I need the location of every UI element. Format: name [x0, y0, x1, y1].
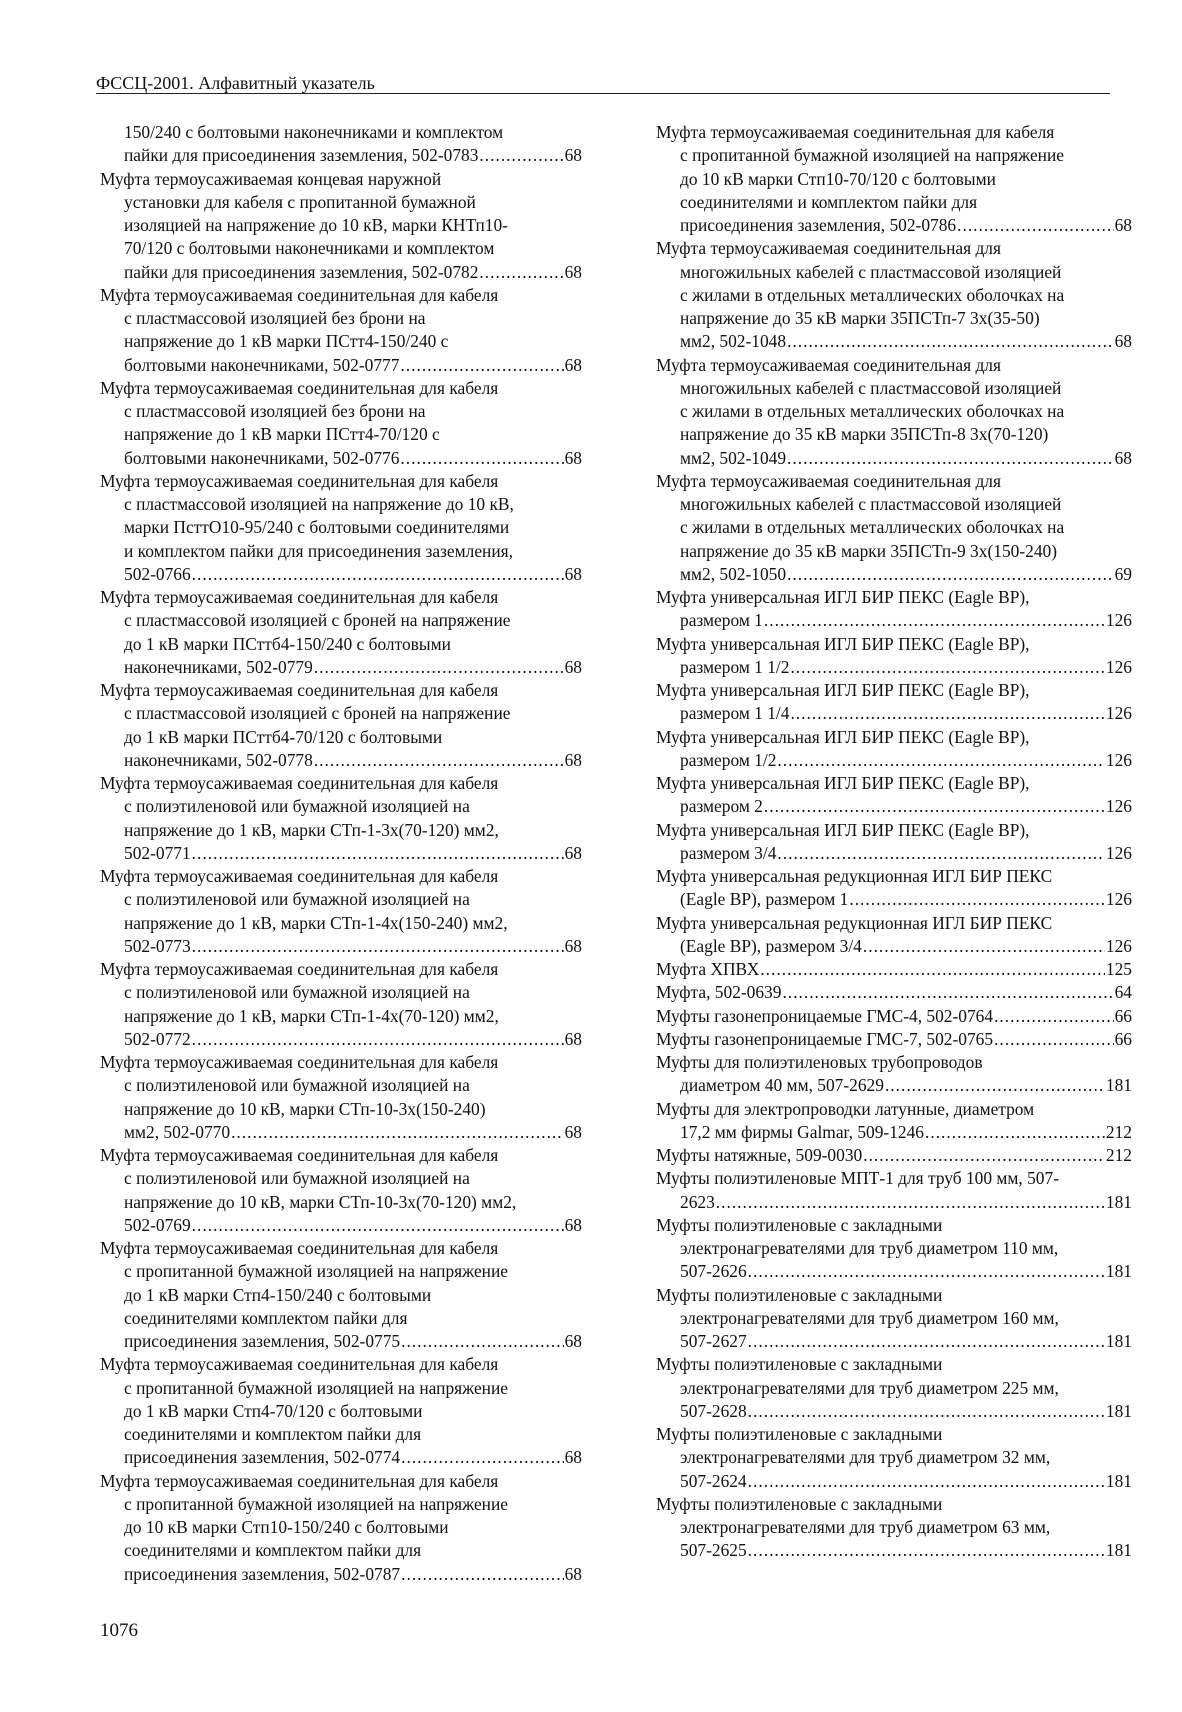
entry-continuation-line: 507-2628	[680, 1400, 747, 1421]
entry-page-ref: 68	[564, 656, 582, 677]
entry-continuation-line: 17,2 мм фирмы Galmar, 509-1246	[680, 1121, 924, 1142]
dot-leader	[314, 656, 564, 679]
entry-heading-line: Муфта универсальная ИГЛ БИР ПЕКС (Eagle BP),	[656, 680, 1030, 700]
index-entry	[656, 958, 1132, 981]
entry-continuation-line: с полиэтиленовой или бумажной изоляцией на	[124, 1075, 470, 1096]
entry-heading-line: Муфта универсальная ИГЛ БИР ПЕКС (Eagle BP),	[656, 726, 1030, 747]
entry-continuation-line: размером 1	[680, 610, 763, 631]
entry-continuation-line: напряжение до 1 кВ, марки СТп-1-4х(150-240) мм2,	[124, 912, 508, 933]
dot-leader	[401, 1330, 563, 1353]
entry-continuation-line: с пропитанной бумажной изоляцией на напряжение	[124, 1377, 509, 1398]
index-entry	[656, 819, 1132, 866]
dot-leader	[777, 749, 1105, 772]
entry-continuation-line: с жилами в отдельных металлических оболочках на	[680, 284, 1065, 305]
index-entry	[100, 377, 582, 470]
entry-page-ref: 212	[1105, 1145, 1132, 1165]
dot-leader	[790, 702, 1104, 725]
entry-continuation-line: с полиэтиленовой или бумажной изоляцией на	[124, 982, 470, 1003]
index-entry	[656, 1493, 1132, 1563]
dot-leader	[400, 354, 563, 377]
entry-page-ref: 181	[1105, 1261, 1132, 1282]
entry-continuation-line: 507-2625	[680, 1540, 747, 1561]
entry-heading-line: Муфта термоусаживаемая соединительная для кабеля	[100, 1052, 499, 1072]
entry-heading-line: Муфта универсальная ИГЛ БИР ПЕКС (Eagle BP),	[656, 773, 1030, 793]
entry-continuation-line: установки для кабеля с пропитанной бумажной	[124, 191, 476, 212]
dot-leader	[957, 214, 1113, 237]
index-entry	[100, 772, 582, 865]
entry-page-ref: 66	[1114, 1005, 1132, 1026]
dot-leader	[748, 1260, 1105, 1283]
entry-continuation-line: электронагревателями для труб диаметром 63 мм,	[680, 1517, 1051, 1537]
entry-continuation-line: мм2, 502-1050	[680, 563, 787, 584]
entry-heading-line: Муфта термоусаживаемая соединительная для кабеля	[100, 1145, 499, 1165]
index-entry	[656, 1005, 1132, 1028]
entry-page-ref: 68	[1114, 331, 1132, 352]
entry-continuation-line: напряжение до 35 кВ марки 35ПСТп-9 3х(150-240)	[680, 540, 1057, 561]
entry-page-ref: 181	[1105, 1075, 1132, 1096]
index-entry	[656, 679, 1132, 726]
index-entry	[656, 121, 1132, 237]
dot-leader	[863, 1144, 1105, 1167]
index-entry	[656, 1353, 1132, 1423]
entry-continuation-line: соединителями комплектом пайки для	[124, 1307, 408, 1328]
entry-continuation-line: 507-2626	[680, 1261, 747, 1282]
entry-continuation-line: напряжение до 10 кВ, марки СТп-10-3х(70-120) мм2,	[124, 1191, 517, 1212]
entry-heading-line: Муфта термоусаживаемая соединительная для кабеля	[100, 959, 499, 979]
entry-heading-line: Муфта термоусаживаемая соединительная для кабеля	[100, 680, 499, 700]
entry-continuation-line: с жилами в отдельных металлических оболочках на	[680, 401, 1065, 421]
dot-leader	[994, 1028, 1114, 1051]
entry-page-ref: 68	[564, 1563, 582, 1584]
index-entry	[656, 1144, 1132, 1167]
index-entry	[100, 586, 582, 679]
dot-leader	[192, 935, 564, 958]
index-entry	[656, 772, 1132, 819]
entry-heading-line: Муфты полиэтиленовые с закладными	[656, 1354, 943, 1375]
entry-heading-line: Муфта термоусаживаемая соединительная для	[656, 354, 1001, 375]
entry-continuation-line: с пластмассовой изоляцией с броней на напряжение	[124, 703, 511, 724]
entry-continuation-line: присоединения заземления, 502-0787	[124, 1563, 401, 1584]
entry-continuation-line: наконечниками, 502-0779	[124, 656, 313, 677]
entry-continuation-line: напряжение до 35 кВ марки 35ПСТп-7 3х(35-50)	[680, 308, 1040, 328]
dot-leader	[401, 1446, 563, 1469]
dot-leader	[787, 563, 1114, 586]
entry-page-ref: 126	[1105, 889, 1132, 910]
entry-continuation-line: напряжение до 35 кВ марки 35ПСТп-8 3х(70-120)	[680, 424, 1049, 445]
entry-heading-line: Муфта термоусаживаемая концевая наружной	[100, 168, 442, 189]
entry-page-ref: 68	[564, 563, 582, 584]
entry-continuation-line: напряжение до 1 кВ марки ПСтт4-150/240 с	[124, 331, 449, 352]
entry-page-ref: 64	[1114, 982, 1132, 1003]
entry-page-ref: 68	[564, 935, 582, 956]
entry-continuation-line: электронагревателями для труб диаметром 32 мм,	[680, 1447, 1051, 1468]
dot-leader	[314, 749, 564, 772]
entry-continuation-line: многожильных кабелей с пластмассовой изоляцией	[680, 494, 1062, 514]
dot-leader	[764, 795, 1105, 818]
index-entry	[656, 1167, 1132, 1214]
entry-continuation-line: размером 1 1/2	[680, 656, 790, 677]
entry-continuation-line: с пластмассовой изоляцией на напряжение до 10 кВ,	[124, 494, 514, 514]
entry-heading-line: Муфты для электропроводки латунные, диаметром	[656, 1098, 1035, 1119]
entry-continuation-line: до 1 кВ марки ПСттб4-150/240 с болтовыми	[124, 633, 451, 654]
entry-continuation-line: до 1 кВ марки Стп4-150/240 с болтовыми	[124, 1284, 432, 1305]
entry-continuation-line: с пластмассовой изоляцией без брони на	[124, 401, 426, 421]
index-entry	[100, 958, 582, 1051]
entry-continuation-line: болтовыми наконечниками, 502-0777	[124, 354, 400, 375]
index-entry	[656, 1284, 1132, 1354]
entry-continuation-line: с полиэтиленовой или бумажной изоляцией на	[124, 1168, 470, 1189]
entry-continuation-line: (Eagle BP), размером 3/4	[680, 935, 862, 956]
entry-page-ref: 126	[1105, 842, 1132, 863]
entry-page-ref: 68	[564, 1447, 582, 1468]
entry-continuation-line: до 10 кВ марки Стп10-150/240 с болтовыми	[124, 1517, 449, 1537]
index-entry	[100, 470, 582, 586]
entry-heading-line: Муфта термоусаживаемая соединительная для кабеля	[100, 1238, 499, 1258]
index-entry	[656, 586, 1132, 633]
dot-leader	[748, 1400, 1105, 1423]
entry-page-ref: 68	[564, 842, 582, 863]
entry-continuation-line: 502-0769	[124, 1214, 191, 1235]
entry-page-ref: 68	[564, 354, 582, 375]
entry-continuation-line: с полиэтиленовой или бумажной изоляцией на	[124, 796, 470, 817]
entry-continuation-line: изоляцией на напряжение до 10 кВ, марки КНТп10-	[124, 215, 508, 235]
entry-heading-line: Муфта термоусаживаемая соединительная для кабеля	[100, 1470, 499, 1491]
entry-page-ref: 68	[564, 1214, 582, 1235]
index-entry	[656, 981, 1132, 1004]
entry-continuation-line: с пропитанной бумажной изоляцией на напряжение	[124, 1493, 509, 1514]
index-column-left	[100, 121, 582, 1586]
index-entry	[656, 912, 1132, 959]
index-entry	[100, 1470, 582, 1586]
entry-heading-line: Муфты натяжные, 509-0030	[656, 1145, 863, 1165]
entry-continuation-line: с пластмассовой изоляцией без брони на	[124, 308, 426, 328]
entry-heading-line: Муфты газонепроницаемые ГМС-7, 502-0765	[656, 1028, 994, 1049]
entry-continuation-line: соединителями и комплектом пайки для	[124, 1424, 422, 1444]
entry-continuation-line: присоединения заземления, 502-0774	[124, 1447, 401, 1468]
entry-heading-line: Муфта универсальная ИГЛ БИР ПЕКС (Eagle BP),	[656, 587, 1030, 607]
entry-page-ref: 68	[564, 145, 582, 166]
entry-heading-line: Муфта термоусаживаемая соединительная для кабеля	[100, 377, 499, 398]
entry-continuation-line: размером 3/4	[680, 842, 777, 863]
entry-heading-line: Муфта термоусаживаемая соединительная для кабеля	[100, 284, 499, 305]
entry-page-ref: 181	[1105, 1540, 1132, 1561]
entry-page-ref: 68	[1114, 447, 1132, 468]
index-column-right	[656, 121, 1132, 1563]
entry-heading-line: Муфта универсальная редукционная ИГЛ БИР ПЕКС	[656, 912, 1053, 933]
index-entry	[656, 633, 1132, 680]
index-entry	[100, 679, 582, 772]
entry-continuation-line: и комплектом пайки для присоединения заземления,	[124, 540, 514, 561]
entry-continuation-line: с пластмассовой изоляцией с броней на напряжение	[124, 610, 511, 631]
index-entry	[100, 1051, 582, 1144]
entry-continuation-line: размером 2	[680, 796, 763, 817]
dot-leader	[764, 609, 1105, 632]
dot-leader	[787, 447, 1114, 470]
index-entry	[100, 121, 582, 168]
entry-continuation-line: присоединения заземления, 502-0786	[680, 215, 957, 235]
dot-leader	[849, 888, 1105, 911]
entry-continuation-line: соединителями и комплектом пайки для	[680, 191, 978, 212]
dot-leader	[192, 1214, 564, 1237]
entry-heading-line: Муфты полиэтиленовые с закладными	[656, 1493, 943, 1514]
dot-leader	[885, 1074, 1105, 1097]
entry-page-ref: 181	[1105, 1331, 1132, 1351]
entry-page-ref: 181	[1105, 1400, 1132, 1421]
index-entry	[100, 1237, 582, 1353]
dot-leader	[192, 1028, 564, 1051]
entry-continuation-line: соединителями и комплектом пайки для	[124, 1540, 422, 1561]
entry-page-ref: 68	[1114, 215, 1132, 235]
entry-continuation-line: диаметром 40 мм, 507-2629	[680, 1075, 884, 1096]
entry-page-ref: 68	[564, 1331, 582, 1351]
entry-continuation-line: мм2, 502-1048	[680, 331, 787, 352]
dot-leader	[748, 1330, 1105, 1353]
entry-page-ref: 66	[1114, 1028, 1132, 1049]
entry-heading-line: Муфты полиэтиленовые с закладными	[656, 1424, 943, 1444]
entry-continuation-line: многожильных кабелей с пластмассовой изоляцией	[680, 377, 1062, 398]
entry-continuation-line: 70/120 с болтовыми наконечниками и комплектом	[124, 238, 495, 259]
entry-continuation-line: 502-0766	[124, 563, 191, 584]
entry-continuation-line: многожильных кабелей с пластмассовой изоляцией	[680, 261, 1062, 282]
index-entry	[656, 726, 1132, 773]
entry-page-ref: 125	[1105, 959, 1132, 979]
dot-leader	[401, 1563, 563, 1586]
entry-page-ref: 181	[1105, 1191, 1132, 1212]
entry-heading-line: Муфты для полиэтиленовых трубопроводов	[656, 1052, 983, 1072]
index-entry	[656, 354, 1132, 470]
entry-heading-line: Муфты полиэтиленовые с закладными	[656, 1284, 943, 1305]
entry-heading-line: Муфта термоусаживаемая соединительная для	[656, 238, 1001, 259]
dot-leader	[192, 842, 564, 865]
entry-continuation-line: 507-2627	[680, 1331, 747, 1351]
entry-continuation-line: электронагревателями для труб диаметром 225 мм,	[680, 1377, 1059, 1398]
dot-leader	[479, 261, 563, 284]
entry-heading-line: Муфта универсальная ИГЛ БИР ПЕКС (Eagle BP),	[656, 819, 1030, 840]
dot-leader	[994, 1005, 1114, 1028]
dot-leader	[716, 1191, 1105, 1214]
entry-continuation-line: напряжение до 1 кВ марки ПСтт4-70/120 с	[124, 424, 440, 445]
entry-page-ref: 212	[1105, 1121, 1132, 1142]
entry-continuation-line: мм2, 502-1049	[680, 447, 787, 468]
index-entry	[100, 865, 582, 958]
entry-continuation-line: напряжение до 10 кВ, марки СТп-10-3х(150-240)	[124, 1098, 486, 1119]
entry-continuation-line: 502-0771	[124, 842, 191, 863]
entry-page-ref: 68	[564, 261, 582, 282]
entry-page-ref: 68	[564, 1028, 582, 1049]
entry-continuation-line: размером 1/2	[680, 749, 777, 770]
dot-leader	[787, 330, 1114, 353]
entry-page-ref: 181	[1105, 1470, 1132, 1491]
entry-heading-line: Муфты полиэтиленовые с закладными	[656, 1214, 943, 1235]
entry-heading-line: Муфта термоусаживаемая соединительная для кабеля	[656, 122, 1055, 142]
entry-heading-line: Муфта термоусаживаемая соединительная для кабеля	[100, 587, 499, 607]
entry-continuation-line: болтовыми наконечниками, 502-0776	[124, 447, 400, 468]
dot-leader	[479, 144, 563, 167]
entry-heading-line: Муфта термоусаживаемая соединительная для кабеля	[100, 1354, 499, 1375]
entry-continuation-line: размером 1 1/4	[680, 703, 790, 724]
dot-leader	[748, 1470, 1105, 1493]
entry-heading-line: Муфты полиэтиленовые МПТ-1 для труб 100 мм, 507-	[656, 1168, 1059, 1189]
dot-leader	[231, 1121, 564, 1144]
entry-continuation-line: с жилами в отдельных металлических оболочках на	[680, 517, 1065, 538]
entry-page-ref: 126	[1105, 656, 1132, 677]
entry-page-ref: 126	[1105, 703, 1132, 724]
dot-leader	[790, 656, 1104, 679]
index-entry	[100, 168, 582, 284]
entry-continuation-line: электронагревателями для труб диаметром 160 мм,	[680, 1307, 1059, 1328]
page-number: 1076	[100, 1620, 138, 1641]
dot-leader	[400, 447, 563, 470]
index-entry	[656, 865, 1132, 912]
entry-continuation-line: мм2, 502-0770	[124, 1121, 231, 1142]
dot-leader	[760, 958, 1105, 981]
entry-continuation-line: с полиэтиленовой или бумажной изоляцией на	[124, 889, 470, 910]
index-entry	[656, 1214, 1132, 1284]
entry-heading-line: Муфта универсальная редукционная ИГЛ БИР ПЕКС	[656, 866, 1053, 886]
index-entry	[656, 470, 1132, 586]
entry-page-ref: 126	[1105, 935, 1132, 956]
entry-continuation-line: до 1 кВ марки Стп4-70/120 с болтовыми	[124, 1400, 423, 1421]
index-entry	[100, 1353, 582, 1469]
index-entry	[656, 1051, 1132, 1098]
entry-continuation-line: пайки для присоединения заземления, 502-0783	[124, 145, 479, 166]
entry-continuation-line: напряжение до 1 кВ, марки СТп-1-3х(70-120) мм2,	[124, 819, 499, 840]
index-entry	[656, 237, 1132, 353]
index-entry	[656, 1098, 1132, 1145]
entry-heading-line: Муфта термоусаживаемая соединительная для кабеля	[100, 773, 499, 793]
entry-page-ref: 68	[564, 1121, 582, 1142]
entry-continuation-line: с пропитанной бумажной изоляцией на напряжение	[680, 145, 1065, 166]
index-entry	[100, 1144, 582, 1237]
entry-page-ref: 126	[1105, 796, 1132, 817]
header-rule	[96, 93, 1110, 94]
entry-continuation-line: марки ПсттО10-95/240 с болтовыми соединителями	[124, 517, 510, 538]
entry-heading-line: 150/240 с болтовыми наконечниками и комплектом	[124, 122, 504, 142]
dot-leader	[748, 1539, 1105, 1562]
running-header: ФССЦ-2001. Алфавитный указатель	[96, 73, 375, 93]
index-entry	[100, 284, 582, 377]
entry-continuation-line: 502-0773	[124, 935, 191, 956]
index-entry	[656, 1028, 1132, 1051]
dot-leader	[192, 563, 564, 586]
entry-page-ref: 69	[1114, 563, 1132, 584]
entry-heading-line: Муфта, 502-0639	[656, 982, 782, 1003]
entry-page-ref: 126	[1105, 610, 1132, 631]
entry-heading-line: Муфта ХПВХ	[656, 959, 760, 979]
entry-continuation-line: 502-0772	[124, 1028, 191, 1049]
entry-continuation-line: пайки для присоединения заземления, 502-0782	[124, 261, 479, 282]
dot-leader	[777, 842, 1105, 865]
entry-continuation-line: (Eagle BP), размером 1	[680, 889, 849, 910]
entry-heading-line: Муфта термоусаживаемая соединительная для кабеля	[100, 866, 499, 886]
entry-continuation-line: наконечниками, 502-0778	[124, 749, 313, 770]
entry-continuation-line: напряжение до 1 кВ, марки СТп-1-4х(70-120) мм2,	[124, 1005, 499, 1026]
entry-page-ref: 126	[1105, 749, 1132, 770]
entry-heading-line: Муфта термоусаживаемая соединительная для	[656, 470, 1001, 491]
dot-leader	[925, 1121, 1105, 1144]
entry-heading-line: Муфты газонепроницаемые ГМС-4, 502-0764	[656, 1005, 994, 1026]
entry-heading-line: Муфта термоусаживаемая соединительная для кабеля	[100, 470, 499, 491]
dot-leader	[782, 981, 1113, 1004]
entry-continuation-line: до 10 кВ марки Стп10-70/120 с болтовыми	[680, 168, 996, 189]
entry-continuation-line: электронагревателями для труб диаметром 110 мм,	[680, 1238, 1059, 1258]
entry-continuation-line: с пропитанной бумажной изоляцией на напряжение	[124, 1261, 509, 1282]
entry-continuation-line: до 1 кВ марки ПСттб4-70/120 с болтовыми	[124, 726, 443, 747]
entry-page-ref: 68	[564, 749, 582, 770]
entry-heading-line: Муфта универсальная ИГЛ БИР ПЕКС (Eagle BP),	[656, 633, 1030, 654]
entry-continuation-line: 2623	[680, 1191, 715, 1212]
entry-page-ref: 68	[564, 447, 582, 468]
index-entry	[656, 1423, 1132, 1493]
dot-leader	[863, 935, 1105, 958]
entry-continuation-line: 507-2624	[680, 1470, 747, 1491]
entry-continuation-line: присоединения заземления, 502-0775	[124, 1331, 401, 1351]
